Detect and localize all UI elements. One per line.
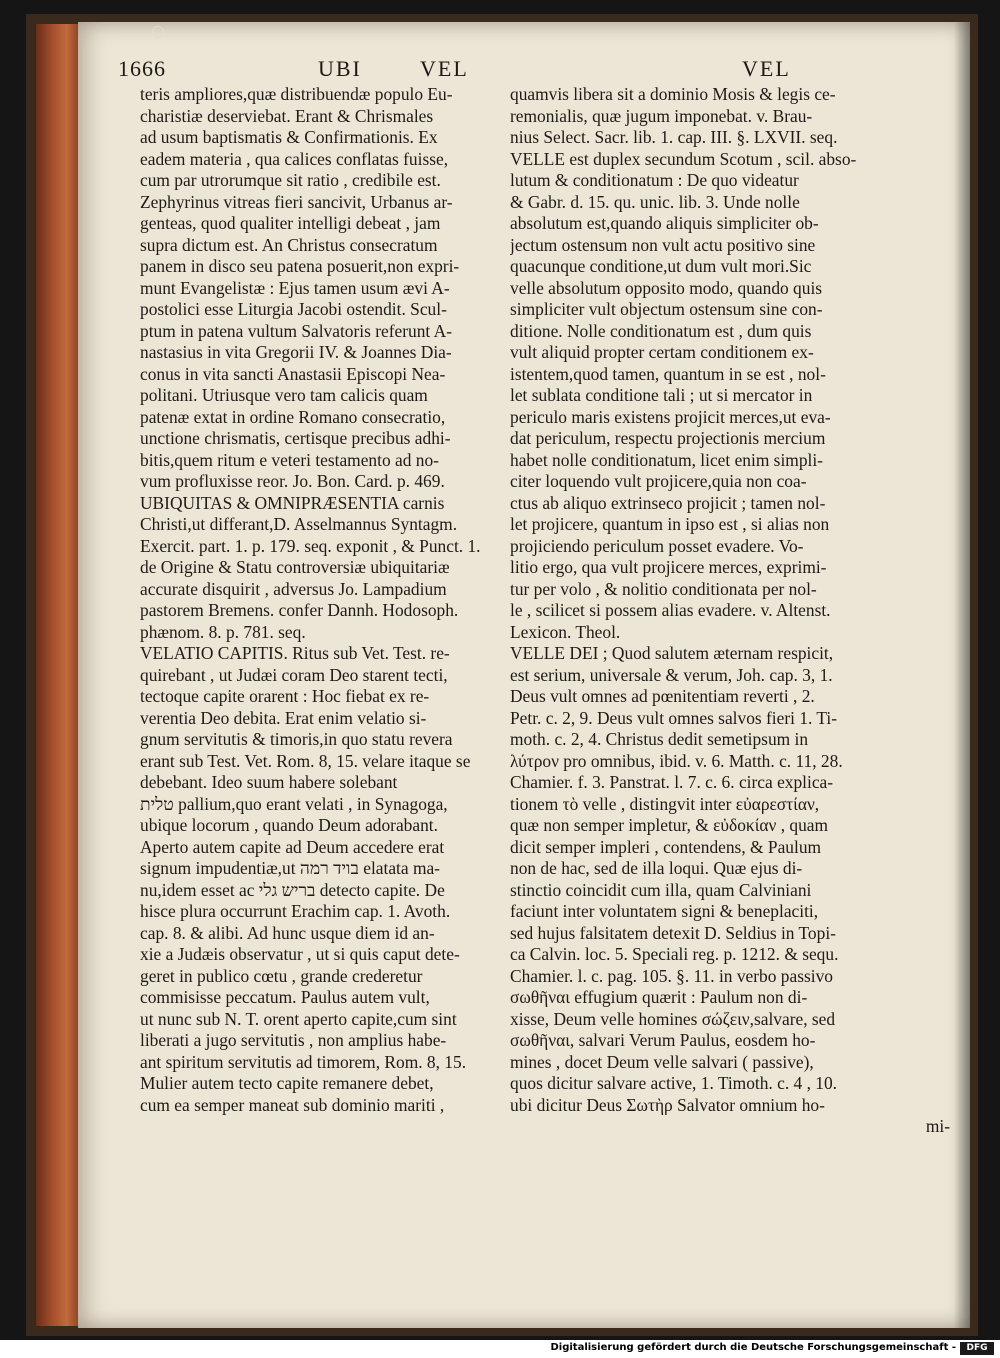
left-column-line: Zephyrinus vitreas fieri sancivit, Urbanus ar- [140,191,453,212]
right-column-line: xisse, Deum velle homines σώζειν,salvare, sed [510,1008,836,1029]
left-column-line: teris ampliores,quæ distribuendæ populo Eu- [140,84,453,104]
right-column-line: Petr. c. 2, 9. Deus vult omnes salvos fieri 1. Ti- [510,707,838,728]
running-head-left: UBI [318,56,362,81]
scan-corner-mark [152,26,164,38]
left-column-line: liberati a jugo servitutis , non amplius habe- [140,1030,447,1050]
left-column-line: cap. 8. & alibi. Ad hunc usque diem id an- [140,922,435,943]
left-column-line: Christi,ut differant,D. Asselmannus Syntagm. [140,514,458,534]
left-column-line: ptum in patena vultum Salvatoris referunt A- [140,320,452,341]
left-column-line: xie a Judæis observatur , ut si quis caput dete- [140,944,460,964]
right-column-line: VELLE DEI ; Quod salutem æternam respicit, [510,643,834,663]
left-column-line: politani. Utriusque vero tam calicis quam [140,385,428,405]
right-column-line: let sublata conditione tali ; ut si mercator in [510,385,813,405]
left-column-line: panem in disco seu patena posuerit,non expri- [140,256,460,276]
left-column-line: ad usum baptismatis & Confirmationis. Ex [140,127,438,147]
right-column-line: projiciendo periculum posset evadere. Vo- [510,535,804,556]
left-column-line: commisisse peccatum. Paulus autem vult, [140,987,430,1007]
left-text-column [140,84,570,1116]
right-column-line: litio ergo, qua vult projicere merces, exprimi- [510,557,827,577]
left-column-line: phænom. 8. p. 781. seq. [140,621,306,642]
right-column-line: Chamier. l. c. pag. 105. §. 11. in verbo passivo [510,965,833,986]
dfg-logo-icon: DFG [960,1342,994,1355]
left-column-line: vum profluxisse reor. Jo. Bon. Card. p. 469. [140,471,445,491]
left-column-line: gnum servitutis & timoris,in quo statu revera [140,729,453,749]
catchword: mi- [925,1116,950,1136]
running-head-mid: VEL [420,56,469,81]
right-column-line: λύτρον pro omnibus, ibid. v. 6. Matth. c. 11, 28. [510,750,843,771]
right-column-line: citer loquendo vult projicere,quia non coa- [510,471,807,491]
left-column-line: verentia Deo debita. Erat enim velatio si- [140,707,427,728]
right-column-line: est serium, universale & verum, Joh. cap. 3, 1. [510,664,833,685]
right-column-line: istentem,quod tamen, quantum in se est , nol- [510,363,826,384]
right-column-line: non de hac, sed de illa loqui. Quæ ejus di- [510,858,803,878]
left-column-line: ubique locorum , quando Deum adorabant. [140,815,438,835]
right-column-line: absolutum est,quando aliquis simpliciter ob- [510,213,819,233]
right-column-line: Lexicon. Theol. [510,621,621,642]
right-column-line: sed hujus falsitatem detexit D. Seldius in Topi- [510,922,836,943]
right-column-line: tur per volo , & nolitio conditionata per nol- [510,578,817,599]
left-column-line: Aperto autem capite ad Deum accedere erat [140,836,445,857]
footer-credit: Digitalisierung gefördert durch die Deutsche Forschungsgemeinschaft - [550,1342,956,1353]
right-column-line: stinctio coincidit cum illa, quam Calviniani [510,879,812,900]
left-column-line: nu,idem esset ac בריש גלי detecto capite. De [140,879,445,900]
right-column-line: dicit semper impleri , contendens, & Paulum [510,836,822,857]
running-header [0,56,1000,86]
left-column-line: postolici esse Liturgia Jacobi ostendit. Scul- [140,299,447,319]
left-column-line: geret in publico cœtu , grande crederetur [140,965,423,986]
right-column-line: VELLE est duplex secundum Scotum , scil. abso- [510,148,857,169]
left-column-line: charistiæ deserviebat. Erant & Chrismales [140,105,434,126]
right-column-line: tionem τὸ velle , distingvit inter εὐαρεστίαν, [510,793,820,814]
left-column-line: VELATIO CAPITIS. Ritus sub Vet. Test. re- [140,643,450,663]
right-column-line: habet nolle conditionatum, licet enim simpli- [510,449,823,470]
left-column-line: genteas, quod qualiter intelligi debeat , jam [140,213,441,233]
left-column-line: erant sub Test. Vet. Rom. 8, 15. velare itaque se [140,750,471,771]
right-column-line: le , scilicet si possem alias evadere. v. Altenst. [510,600,831,620]
right-column-line: quamvis libera sit a dominio Mosis & legis ce- [510,84,836,104]
right-column-line: quæ non semper impletur, & εὐδοκίαν , quam [510,815,829,835]
right-column-line: ca Calvin. loc. 5. Speciali reg. p. 1212. & sequ. [510,944,839,964]
right-column-line: Chamier. f. 3. Panstrat. l. 7. c. 6. circa explica- [510,772,834,792]
right-column-line: quacunque conditione,ut dum vult mori.Sic [510,256,812,276]
left-column-line: Exercit. part. 1. p. 179. seq. exponit , & Punct. 1. [140,535,481,556]
right-column-line: let projicere, quantum in ipso est , si alias non [510,514,830,534]
right-column-line: simpliciter vult objectum ostensum sine con- [510,299,823,319]
left-column-line: pastorem Bremens. confer Dannh. Hodosoph. [140,600,459,620]
right-column-line: vult aliquid propter certam conditionem ex- [510,342,814,362]
left-column-line: signum impudentiæ,ut בויד רמה elatata ma- [140,858,440,878]
left-column-line: ant spiritum servitutis ad timorem, Rom. 8, 15. [140,1051,467,1072]
right-column-line: & Gabr. d. 15. qu. unic. lib. 3. Unde nolle [510,191,800,212]
left-column-line: conus in vita sancti Anastasii Episcopi Nea- [140,363,446,384]
left-column-line: hisce plura occurrunt Erachim cap. 1. Avoth. [140,901,451,921]
left-column-line: cum ea semper maneat sub dominio mariti , [140,1094,445,1115]
right-column-line: jectum ostensum non vult actu positivo sine [510,234,816,255]
left-column-line: quirebant , ut Judæi coram Deo starent tecti, [140,664,448,685]
book-edge [36,24,80,1326]
page-number: 1666 [118,56,166,81]
running-head-right: VEL [742,56,791,81]
right-column-line: ditione. Nolle conditionatum est , dum quis [510,320,812,341]
right-column-line: lutum & conditionatum : De quo videatur [510,170,799,190]
left-column-line: tectoque capite orarent : Hoc fiebat ex re- [140,686,430,706]
right-text-column [510,84,950,1138]
left-column-line: bitis,quem ritum e veteri testamento ad no- [140,449,439,470]
page-gutter-shadow [954,22,970,1328]
right-column-line: ctus ab aliquo extrinseco projicit ; tamen nol- [510,492,826,513]
right-column-line: velle absolutum opposito modo, quando quis [510,277,823,298]
right-column-line: nius Select. Sacr. lib. 1. cap. III. §. LXVII. seq. [510,127,838,147]
right-column-line: mines , docet Deum velle salvari ( passive), [510,1051,814,1072]
left-column-line: cum par utrorumque sit ratio , credibile est. [140,170,441,190]
right-column-line: Deus vult omnes ad pœnitentiam reverti , 2. [510,686,815,706]
right-column-line: periculo maris existens projicit merces,ut eva- [510,406,831,427]
left-column-line: debebant. Ideo suum habere solebant [140,772,398,792]
left-column-line: supra dictum est. An Christus consecratum [140,234,438,255]
left-column-line: munt Evangelistæ : Ejus tamen usum ævi A- [140,277,450,298]
left-column-line: unctione chrismatis, certisque precibus adhi- [140,428,451,448]
left-column-line: eadem materia , qua calices conflatas fuisse, [140,148,449,169]
right-column-line: moth. c. 2, 4. Christus dedit semetipsum in [510,729,809,749]
left-column-line: de Origine & Statu controversiæ ubiquitariæ [140,557,450,577]
left-column-line: patenæ extat in ordine Romano consecratio, [140,406,446,427]
right-column-line: faciunt inter voluntatem signi & beneplaciti, [510,901,819,921]
right-column-line: dat periculum, respectu projectionis mercium [510,428,826,448]
left-column-line: nastasius in vita Gregorii IV. & Joannes Dia- [140,342,452,362]
right-column-line: σωθῆναι, salvari Verum Paulus, eosdem ho- [510,1030,816,1050]
right-column-line: remonialis, quæ jugum imponebat. v. Brau- [510,105,813,126]
left-column-line: ut nunc sub N. T. orent aperto capite,cum sint [140,1008,457,1029]
left-column-line: Mulier autem tecto capite remanere debet, [140,1073,434,1093]
left-column-line: טלית pallium,quo erant velati , in Synagoga, [140,793,448,814]
left-column-line: accurate disquirit , adversus Jo. Lampadium [140,578,447,599]
right-column-line: ubi dicitur Deus Σωτὴρ Salvator omnium ho- [510,1094,825,1115]
right-column-line: σωθῆναι effugium quærit : Paulum non di- [510,987,808,1007]
right-column-line: quos dicitur salvare active, 1. Timoth. c. 4 , 10. [510,1073,837,1093]
left-column-line: UBIQUITAS & OMNIPRÆSENTIA carnis [140,492,445,513]
digitization-footer [0,1340,1000,1358]
